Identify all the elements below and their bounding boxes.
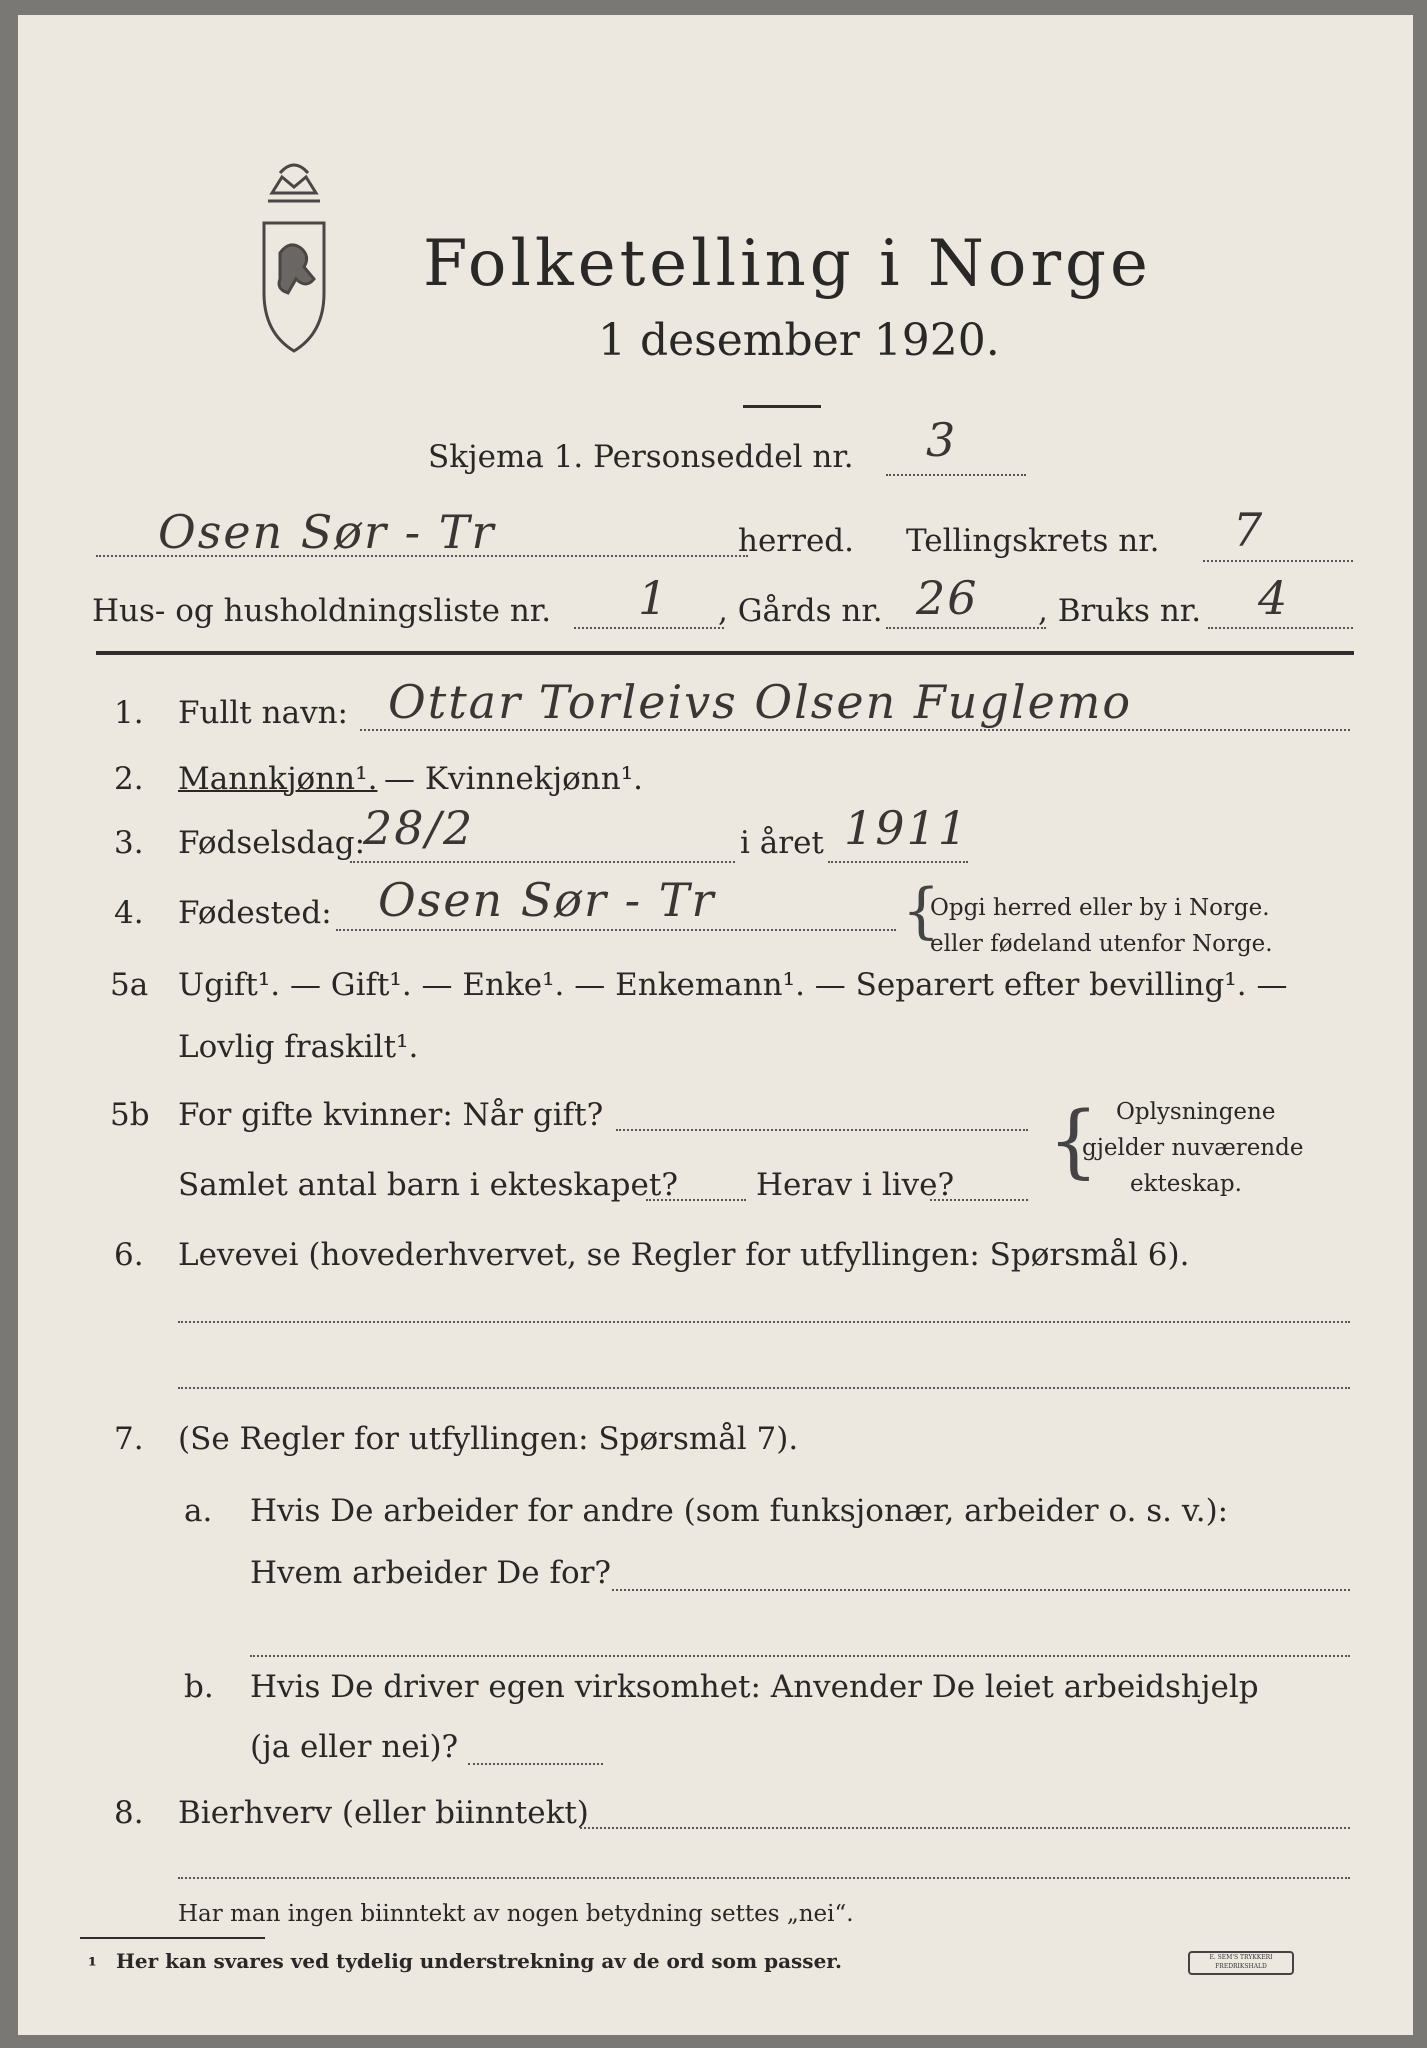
marriage-note-2: gjelder nuværende bbox=[1082, 1135, 1304, 1161]
gards-number: 26 bbox=[916, 571, 979, 625]
children-alive-label: Herav i live? bbox=[756, 1167, 955, 1203]
footnote-text: Her kan svares ved tydelig understrekning av de ord som passer. bbox=[116, 1949, 842, 1973]
birthplace-line bbox=[336, 929, 896, 931]
occupation-line-1 bbox=[178, 1321, 1350, 1323]
birthplace-note-1: Opgi herred eller by i Norge. bbox=[930, 895, 1270, 921]
q7a-letter: a. bbox=[184, 1493, 213, 1529]
herred-label: herred. bbox=[738, 523, 854, 559]
birth-year-value: 1911 bbox=[844, 801, 970, 855]
side-income-line-2 bbox=[178, 1877, 1350, 1879]
hired-help-label: (ja eller nei)? bbox=[250, 1729, 459, 1765]
kvinnekjonn-option: — Kvinnekjønn¹. bbox=[384, 761, 643, 797]
herred-value: Osen Sør - Tr bbox=[158, 505, 496, 559]
tellingskrets-line bbox=[1203, 560, 1353, 562]
hired-help-line bbox=[468, 1763, 603, 1765]
q7b-question: Hvis De driver egen virksomhet: Anvender De leiet arbeidshjelp bbox=[250, 1669, 1259, 1705]
q4-number: 4. bbox=[114, 895, 144, 931]
marriage-note-3: ekteskap. bbox=[1130, 1171, 1242, 1197]
children-total-line bbox=[646, 1199, 746, 1201]
q2-number: 2. bbox=[114, 761, 144, 797]
birthplace-brace: { bbox=[902, 876, 941, 946]
q7-label: (Se Regler for utfyllingen: Spørsmål 7). bbox=[178, 1421, 799, 1457]
personseddel-number: 3 bbox=[926, 413, 958, 467]
title-divider bbox=[743, 405, 821, 408]
full-name-value: Ottar Torleivs Olsen Fuglemo bbox=[388, 675, 1133, 729]
q5b-number: 5b bbox=[110, 1097, 150, 1133]
bruks-label: , Bruks nr. bbox=[1038, 593, 1202, 629]
q7a-question: Hvis De arbeider for andre (som funksjonær, arbeider o. s. v.): bbox=[250, 1493, 1229, 1529]
footnote-mark: ¹ bbox=[88, 1953, 97, 1977]
q1-label: Fullt navn: bbox=[178, 695, 348, 731]
printer-stamp: E. SEM'S TRYKKERI FREDRIKSHALD bbox=[1188, 1951, 1294, 1975]
q3-label: Fødselsdag: bbox=[178, 825, 366, 861]
skjema-line bbox=[886, 474, 1026, 476]
side-income-label: Bierhverv (eller biinntekt) bbox=[178, 1795, 589, 1831]
marriage-note-1: Oplysningene bbox=[1116, 1099, 1276, 1125]
header-rule bbox=[96, 651, 1354, 655]
employer-line-2 bbox=[250, 1655, 1350, 1657]
q7-number: 7. bbox=[114, 1421, 144, 1457]
employer-label: Hvem arbeider De for? bbox=[250, 1555, 612, 1591]
side-income-line bbox=[580, 1827, 1350, 1829]
gards-line bbox=[886, 627, 1046, 629]
q4-label: Fødested: bbox=[178, 895, 332, 931]
census-date: 1 desember 1920. bbox=[598, 315, 1000, 366]
year-label: i året bbox=[740, 825, 824, 861]
marital-status-divorced: Lovlig fraskilt¹. bbox=[178, 1029, 419, 1065]
tellingskrets-number: 7 bbox=[1233, 503, 1265, 557]
full-name-line bbox=[360, 729, 1350, 731]
children-total-label: Samlet antal barn i ekteskapet? bbox=[178, 1167, 678, 1203]
q6-number: 6. bbox=[114, 1237, 144, 1273]
husholdningsliste-number: 1 bbox=[638, 571, 670, 625]
coat-of-arms-icon bbox=[250, 153, 338, 381]
marital-status-options: Ugift¹. — Gift¹. — Enke¹. — Enkemann¹. — Separert efter bevilling¹. — bbox=[178, 967, 1288, 1003]
birthplace-value: Osen Sør - Tr bbox=[378, 873, 716, 927]
bruks-line bbox=[1208, 627, 1353, 629]
q1-number: 1. bbox=[114, 695, 144, 731]
form-title: Folketelling i Norge bbox=[423, 227, 1152, 301]
q7b-letter: b. bbox=[184, 1669, 214, 1705]
married-when-line bbox=[616, 1129, 1028, 1131]
employer-line bbox=[612, 1589, 1350, 1591]
skjema-label: Skjema 1. Personseddel nr. bbox=[428, 439, 854, 475]
birthday-value: 28/2 bbox=[363, 801, 475, 855]
year-line bbox=[828, 861, 968, 863]
children-alive-line bbox=[930, 1199, 1028, 1201]
occupation-line-2 bbox=[178, 1387, 1350, 1389]
gards-label: , Gårds nr. bbox=[718, 593, 883, 629]
tellingskrets-label: Tellingskrets nr. bbox=[906, 523, 1160, 559]
occupation-label: Levevei (hovederhvervet, se Regler for utfyllingen: Spørsmål 6). bbox=[178, 1237, 1190, 1273]
bruks-number: 4 bbox=[1258, 571, 1290, 625]
q3-number: 3. bbox=[114, 825, 144, 861]
married-when-label: For gifte kvinner: Når gift? bbox=[178, 1097, 604, 1133]
hus-line bbox=[574, 627, 724, 629]
birthday-line bbox=[350, 861, 735, 863]
census-form bbox=[18, 15, 1413, 2035]
q8-number: 8. bbox=[114, 1795, 144, 1831]
q5a-number: 5a bbox=[110, 967, 149, 1003]
birthplace-note-2: eller fødeland utenfor Norge. bbox=[930, 931, 1273, 957]
marriage-brace: { bbox=[1048, 1094, 1099, 1187]
side-income-note: Har man ingen biinntekt av nogen betydning settes „nei“. bbox=[178, 1901, 854, 1927]
footnote-rule bbox=[80, 1937, 265, 1939]
mannkjonn-option: Mannkjønn¹. bbox=[178, 761, 378, 797]
hus-label: Hus- og husholdningsliste nr. bbox=[92, 593, 552, 629]
